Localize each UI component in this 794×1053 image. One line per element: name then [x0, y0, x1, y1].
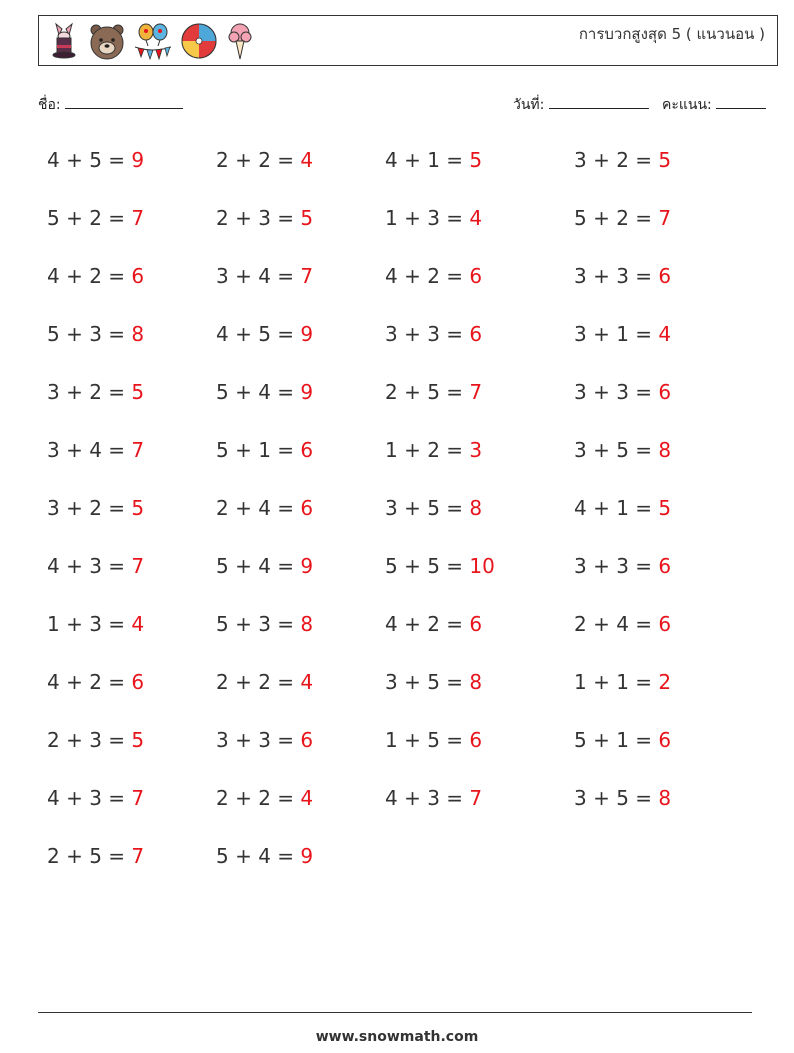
problem-expression: 4 + 5 = [216, 322, 301, 346]
name-label: ชื่อ: [38, 97, 61, 113]
problem-expression: 3 + 5 = [385, 496, 470, 520]
problem-expression: 4 + 2 = [47, 264, 132, 288]
problem-answer: 10 [469, 554, 495, 578]
worksheet-title: การบวกสูงสุด 5 ( แนวนอน ) [578, 25, 765, 43]
problem-answer: 9 [131, 148, 145, 172]
problem-expression: 3 + 5 = [574, 786, 659, 810]
problem [216, 380, 313, 404]
problem-expression: 1 + 3 = [385, 206, 470, 230]
problem-expression: 4 + 1 = [574, 496, 659, 520]
problem-answer: 5 [658, 496, 672, 520]
problem-expression: 2 + 2 = [216, 148, 301, 172]
problem-answer: 6 [131, 670, 145, 694]
footer-divider [38, 1012, 752, 1013]
problem [216, 728, 313, 752]
problem [385, 380, 482, 404]
cotton-candy-icon [225, 21, 255, 61]
problem-expression: 5 + 4 = [216, 380, 301, 404]
problem [574, 728, 671, 752]
problem-expression: 2 + 3 = [47, 728, 132, 752]
problem-answer: 7 [131, 554, 145, 578]
problem-answer: 7 [658, 206, 672, 230]
problem [385, 264, 482, 288]
problem-expression: 1 + 1 = [574, 670, 659, 694]
problem-expression: 1 + 2 = [385, 438, 470, 462]
problem-expression: 1 + 3 = [47, 612, 132, 636]
problem-answer: 8 [300, 612, 314, 636]
problem-expression: 5 + 4 = [216, 844, 301, 868]
problem-expression: 4 + 1 = [385, 148, 470, 172]
problem-expression: 3 + 2 = [47, 380, 132, 404]
score-field [662, 94, 766, 116]
problem-answer: 6 [131, 264, 145, 288]
problem-answer: 6 [658, 612, 672, 636]
problem [385, 438, 482, 462]
problem-expression: 3 + 1 = [574, 322, 659, 346]
balloons-bunting-icon [133, 21, 173, 61]
problem [385, 670, 482, 694]
bear-icon [87, 21, 127, 61]
problem-answer: 3 [469, 438, 483, 462]
problem-answer: 7 [469, 786, 483, 810]
problem-answer: 4 [131, 612, 145, 636]
problem [574, 786, 671, 810]
problem [47, 554, 144, 578]
problem-answer: 6 [469, 322, 483, 346]
beach-ball-icon [179, 21, 219, 61]
problem-expression: 3 + 2 = [574, 148, 659, 172]
problem [216, 844, 313, 868]
problem-answer: 7 [131, 844, 145, 868]
footer-url: www.snowmath.com [315, 1029, 479, 1045]
problem [47, 148, 144, 172]
problem-expression: 4 + 3 = [47, 554, 132, 578]
problem [47, 438, 144, 462]
problem-expression: 4 + 2 = [47, 670, 132, 694]
problem [385, 496, 482, 520]
problem [574, 438, 671, 462]
problem [385, 206, 482, 230]
problem-expression: 3 + 3 = [216, 728, 301, 752]
score-line [716, 94, 766, 109]
magic-hat-icon [47, 21, 81, 61]
problem-expression: 4 + 3 = [385, 786, 470, 810]
problem [216, 670, 313, 694]
problem [574, 612, 671, 636]
problem [216, 206, 313, 230]
date-field [513, 94, 649, 116]
date-label: วันที่: [513, 97, 545, 113]
problem [385, 148, 482, 172]
problem-expression: 3 + 2 = [47, 496, 132, 520]
problem [385, 786, 482, 810]
score-label: คะแนน: [662, 97, 712, 113]
problem-expression: 4 + 3 = [47, 786, 132, 810]
problem-answer: 4 [300, 786, 314, 810]
problem-expression: 3 + 4 = [47, 438, 132, 462]
problem [216, 438, 313, 462]
problem [385, 612, 482, 636]
problem-answer: 6 [300, 728, 314, 752]
problem [574, 264, 671, 288]
problem [216, 148, 313, 172]
problem-answer: 9 [300, 380, 314, 404]
problem-answer: 8 [658, 786, 672, 810]
problem-answer: 6 [658, 554, 672, 578]
problem-answer: 5 [658, 148, 672, 172]
problem-answer: 9 [300, 844, 314, 868]
problem [574, 322, 671, 346]
problem [47, 206, 144, 230]
problem-expression: 2 + 5 = [47, 844, 132, 868]
problem-answer: 7 [469, 380, 483, 404]
problem [574, 206, 671, 230]
problem [216, 322, 313, 346]
problem [216, 554, 313, 578]
problem-expression: 3 + 3 = [574, 264, 659, 288]
problem-answer: 7 [131, 438, 145, 462]
problem-answer: 6 [469, 264, 483, 288]
problem-answer: 6 [469, 612, 483, 636]
problem [574, 380, 671, 404]
problem [216, 496, 313, 520]
problem-expression: 5 + 1 = [574, 728, 659, 752]
problem-answer: 5 [131, 728, 145, 752]
problem-expression: 5 + 2 = [574, 206, 659, 230]
problem [47, 322, 144, 346]
problem-expression: 2 + 2 = [216, 786, 301, 810]
problem-expression: 4 + 2 = [385, 264, 470, 288]
problem [574, 148, 671, 172]
problem [216, 612, 313, 636]
problem [47, 786, 144, 810]
problem-answer: 2 [658, 670, 672, 694]
problem-expression: 2 + 4 = [216, 496, 301, 520]
problem-answer: 5 [131, 380, 145, 404]
worksheet-header [38, 15, 778, 66]
problem-answer: 6 [469, 728, 483, 752]
problem-expression: 2 + 2 = [216, 670, 301, 694]
problem-answer: 4 [300, 670, 314, 694]
problem [47, 264, 144, 288]
problem [47, 844, 144, 868]
problem-expression: 3 + 3 = [385, 322, 470, 346]
problem-expression: 4 + 2 = [385, 612, 470, 636]
problem-answer: 6 [658, 264, 672, 288]
problem-answer: 7 [300, 264, 314, 288]
problem-answer: 7 [131, 206, 145, 230]
problem-expression: 3 + 3 = [574, 554, 659, 578]
problem [47, 728, 144, 752]
problem [47, 612, 144, 636]
problem [385, 554, 495, 578]
name-line [65, 94, 183, 109]
problem-answer: 8 [469, 670, 483, 694]
problem-answer: 6 [300, 438, 314, 462]
problem-expression: 2 + 4 = [574, 612, 659, 636]
problem-answer: 4 [469, 206, 483, 230]
problem-answer: 4 [300, 148, 314, 172]
problem-answer: 9 [300, 322, 314, 346]
problem-answer: 5 [131, 496, 145, 520]
problem-expression: 5 + 5 = [385, 554, 470, 578]
problem [385, 728, 482, 752]
problem [574, 670, 671, 694]
problem [47, 496, 144, 520]
problem-expression: 3 + 3 = [574, 380, 659, 404]
problem-expression: 4 + 5 = [47, 148, 132, 172]
problem-expression: 2 + 3 = [216, 206, 301, 230]
problem [216, 264, 313, 288]
problem-expression: 1 + 5 = [385, 728, 470, 752]
problem [574, 496, 671, 520]
name-field [38, 94, 183, 116]
problem-answer: 5 [300, 206, 314, 230]
problem-expression: 2 + 5 = [385, 380, 470, 404]
header-icons [47, 20, 255, 62]
problem-expression: 5 + 2 = [47, 206, 132, 230]
problem-answer: 8 [131, 322, 145, 346]
problem-answer: 8 [469, 496, 483, 520]
problem-answer: 6 [658, 728, 672, 752]
problem-answer: 6 [658, 380, 672, 404]
problem-answer: 4 [658, 322, 672, 346]
problem-expression: 5 + 3 = [47, 322, 132, 346]
problem-expression: 5 + 4 = [216, 554, 301, 578]
problem-expression: 5 + 1 = [216, 438, 301, 462]
problem-answer: 8 [658, 438, 672, 462]
problem-answer: 6 [300, 496, 314, 520]
problem-expression: 3 + 5 = [574, 438, 659, 462]
problem-answer: 9 [300, 554, 314, 578]
problem-expression: 5 + 3 = [216, 612, 301, 636]
problem [47, 670, 144, 694]
problem-expression: 3 + 5 = [385, 670, 470, 694]
problem [47, 380, 144, 404]
problem [385, 322, 482, 346]
problem-answer: 7 [131, 786, 145, 810]
problem-answer: 5 [469, 148, 483, 172]
problem-expression: 3 + 4 = [216, 264, 301, 288]
problem [574, 554, 671, 578]
problem [216, 786, 313, 810]
date-line [549, 94, 649, 109]
